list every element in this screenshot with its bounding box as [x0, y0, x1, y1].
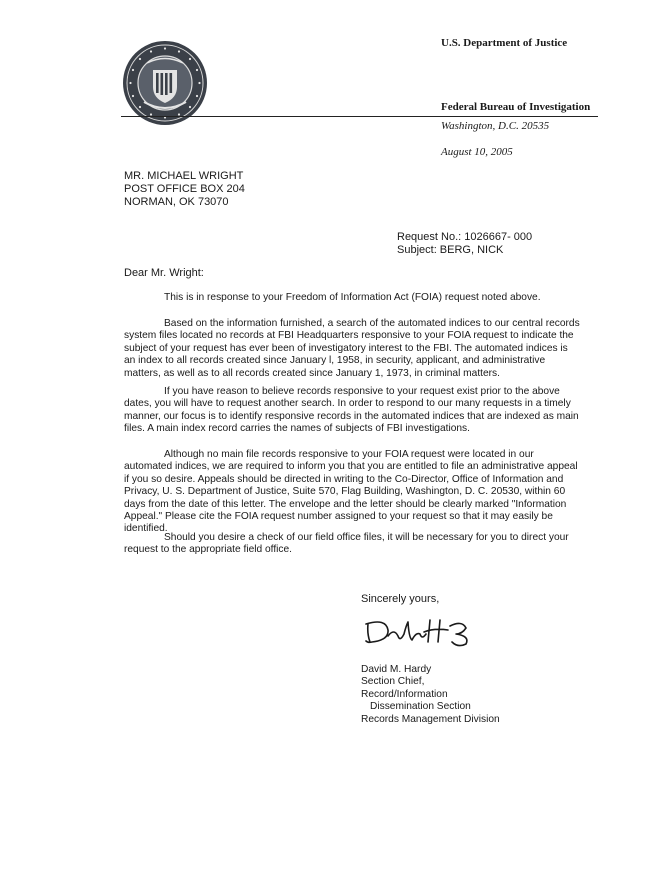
signer-name: David M. Hardy — [361, 664, 432, 675]
body-paragraph: Although no main file records responsive to your FOIA request were located in our automated indices, we are required to inform you that you are entitled to file an administrative appeal if you so desire. Appeals should be directed in writing to the Co-Director, Office of Information and Privacy, U. S. Department of Justice, Suite 570, Flag Building, Washington, D. C. 20530, within 60 days from the date of this letter. The envelope and the letter should be clearly marked "Information Appeal." Please cite the FOIA request number assigned to your request so that it may easily be identified. — [124, 449, 578, 535]
letterhead-divider — [121, 116, 598, 117]
fbi-seal-icon — [122, 40, 208, 126]
recipient-address — [124, 170, 245, 209]
signer-title: Section Chief, — [361, 676, 425, 688]
recipient-address-line1: POST OFFICE BOX 204 — [124, 183, 245, 195]
closing: Sincerely yours, — [361, 593, 440, 605]
signer-title: Dissemination Section — [370, 701, 471, 713]
signer-title: Record/Information — [361, 688, 448, 700]
reference-block — [397, 231, 532, 257]
recipient-name: MR. MICHAEL WRIGHT — [124, 170, 244, 182]
salutation: Dear Mr. Wright: — [124, 267, 204, 279]
department-name: U.S. Department of Justice — [441, 37, 568, 49]
body-paragraph: If you have reason to believe records responsive to your request exist prior to the above dates, you will have to request another search. In order to respond to our many requests in a timely manner, our focus is to identify responsive records in the automated indices that are indexed as main files. A main index record carries the names of subjects of FBI investigations. — [124, 386, 579, 435]
request-subject: Subject: BERG, NICK — [397, 244, 504, 256]
body-paragraph: Based on the information furnished, a search of the automated indices to our central records system files located no records at FBI Headquarters responsive to your FOIA request to indicate the subject of your request has ever been of investigatory interest to the FBI. The automated indices is an index to all records created since January l, 1958, in security, applicant, and administrative matters, as well as to all records created since January 1, 1973, in criminal matters. — [124, 318, 580, 379]
request-number: Request No.: 1026667- 000 — [397, 231, 533, 243]
recipient-address-line2: NORMAN, OK 73070 — [124, 196, 229, 208]
signer-title: Records Management Division — [361, 713, 500, 725]
letter-date: August 10, 2005 — [441, 146, 513, 158]
bureau-city: Washington, D.C. 20535 — [441, 120, 550, 132]
body-paragraph: This is in response to your Freedom of Information Act (FOIA) request noted above. — [164, 292, 541, 303]
signature-block — [361, 664, 500, 726]
handwritten-signature — [362, 612, 492, 652]
body-paragraph: Should you desire a check of our field office files, it will be necessary for you to direct your request to the appropriate field office. — [124, 532, 569, 556]
bureau-name: Federal Bureau of Investigation — [441, 101, 591, 113]
